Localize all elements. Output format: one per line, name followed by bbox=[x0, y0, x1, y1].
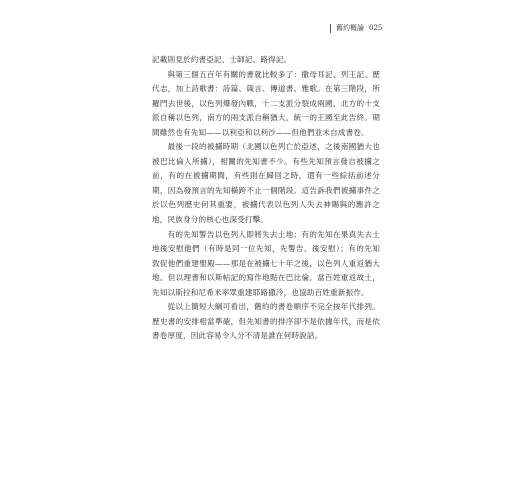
paragraph: 最後一段的被擄時期（北國以色列亡於亞述，之後南國猶大也被巴比倫人所擄），相關的先知書不少。有些先知預言發自被擄之前，有的在被擄期間，有些則在歸回之時，還有一些綜括前述分期，因為發預言的先知橫跨不止一個階段。這告訴我們被擄事件之於以色列歷史何其重要，被擄代表以色列人失去神賜與的應許之地，民族身分的核心也深受打擊。 bbox=[152, 142, 380, 225]
paragraph: 與第三個五百年有關的書就比較多了：撒母耳記、列王記、歷代志，加上詩歌書：詩篇、箴言、傳道書、雅歌。在第三階段，所羅門去世後，以色列爆發內戰，十二支派分裂成兩國，北方的十支派自稱以色列，南方的兩支派自稱猶大，統一的王國至此告終。期間雖然也有先知——以利亞和以利沙——但他們並未自成書卷。 bbox=[152, 69, 380, 137]
page-number: 025 bbox=[369, 24, 383, 32]
paragraph: 記載則見於約書亞記、士師記、路得記。 bbox=[152, 55, 292, 64]
body-text bbox=[152, 53, 380, 344]
running-header-title: 舊約概論 bbox=[336, 24, 364, 32]
paragraph: 從以上簡短大綱可看出，舊約的書卷順序不完全按年代排列。歷史書的安排相當準確，但先知書的排序卻不是依據年代，而是依書卷厚度，因此容易令人分不清是誰在何時說話。 bbox=[152, 302, 380, 341]
paragraph: 有的先知警告以色列人即將失去土地；有的先知在果真失去土地後安慰他們（有時是同一位先知，先警告、後安慰）；有的先知敦促他們重建聖殿——那是在被擄七十年之後，以色列人重返猶大地。但以理書和以斯帖記的寫作地點在巴比倫。當百姓重返故土，先知以斯拉和尼希米率眾重建耶路撒冷，也協助百姓重新振作。 bbox=[152, 229, 380, 297]
running-header bbox=[330, 22, 450, 34]
header-divider bbox=[330, 24, 331, 33]
